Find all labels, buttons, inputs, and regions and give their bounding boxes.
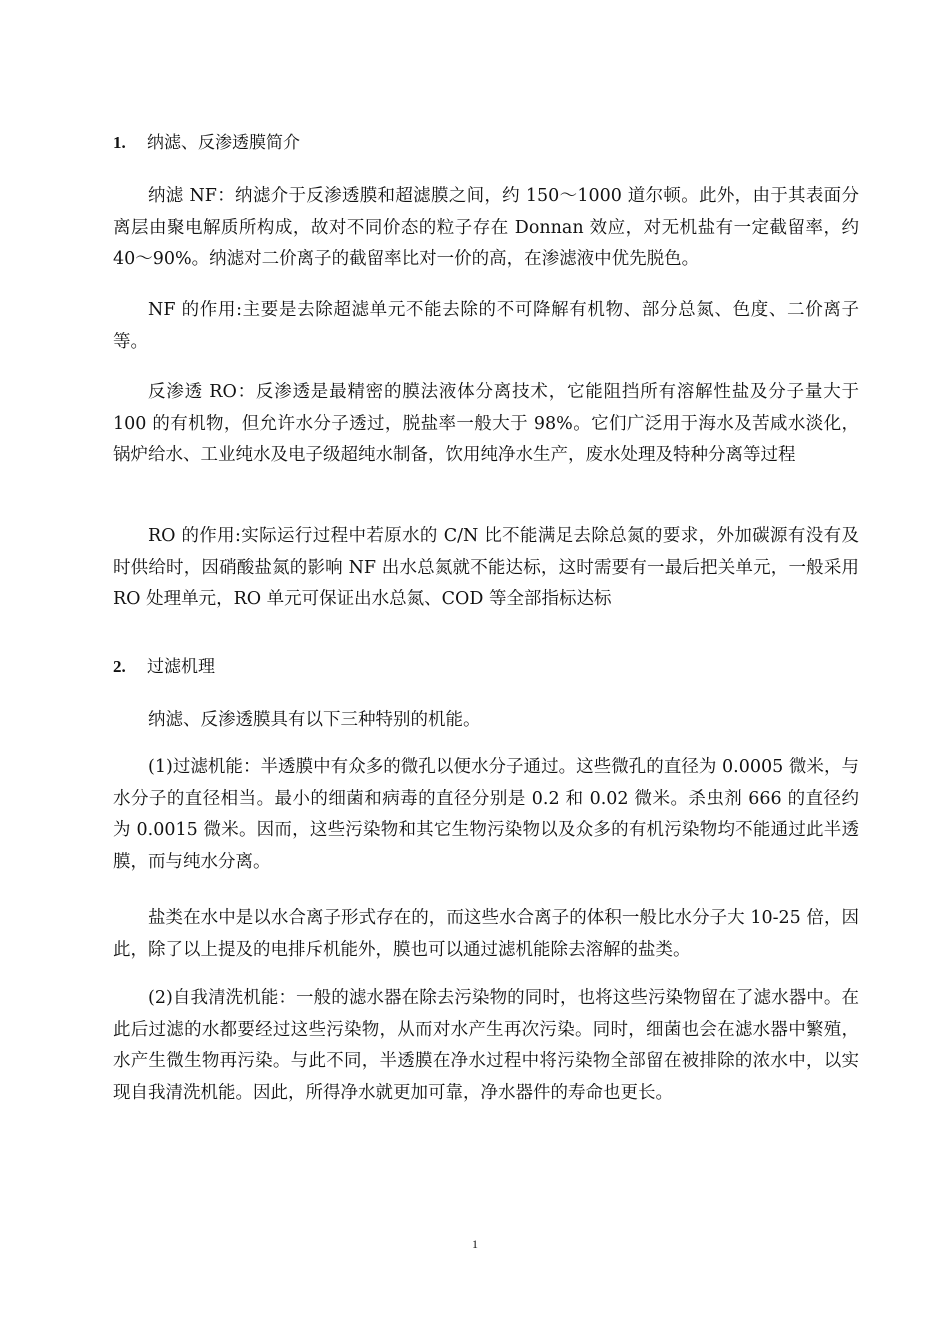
paragraph-ro-intro: 反渗透 RO：反渗透是最精密的膜法液体分离技术，它能阻挡所有溶解性盐及分子量大于 100 的有机物，但允许水分子透过，脱盐率一般大于 98%。它们广泛用于海水及苦咸水淡化，锅炉给水、工业纯水及电子级超纯水制备，饮用纯净水生产，废水处理及特种分离等过程 xyxy=(113,382,859,465)
section-title: 过滤机理 xyxy=(147,657,215,677)
section-heading-1 xyxy=(113,133,300,153)
paragraph-nf-role: NF 的作用:主要是去除超滤单元不能去除的不可降解有机物、部分总氮、色度、二价离子等。 xyxy=(113,300,859,352)
paragraph-filtration-function: (1)过滤机能：半透膜中有众多的微孔以便水分子通过。这些微孔的直径为 0.0005 微米，与水分子的直径相当。最小的细菌和病毒的直径分别是 0.2 和 0.02 微米。杀虫剂 666 的直径约为 0.0015 微米。因而，这些污染物和其它生物污染物以及众多的有机污染物均不能通过此半透膜，而与纯水分离。 xyxy=(113,757,859,872)
section-number: 1. xyxy=(113,133,126,152)
paragraph-self-cleaning: (2)自我清洗机能：一般的滤水器在除去污染物的同时，也将这些污染物留在了滤水器中。在此后过滤的水都要经过这些污染物，从而对水产生再次污染。同时，细菌也会在滤水器中繁殖，水产生微生物再污染。与此不同，半透膜在净水过程中将污染物全部留在被排除的浓水中，以实现自我清洗机能。因此，所得净水就更加可靠，净水器件的寿命也更长。 xyxy=(113,988,859,1103)
paragraph-salt-removal: 盐类在水中是以水合离子形式存在的，而这些水合离子的体积一般比水分子大 10-25 倍，因此，除了以上提及的电排斥机能外，膜也可以通过滤机能除去溶解的盐类。 xyxy=(113,908,859,960)
section-title: 纳滤、反渗透膜简介 xyxy=(147,133,300,153)
section-number: 2. xyxy=(113,657,126,676)
paragraph-ro-role: RO 的作用:实际运行过程中若原水的 C/N 比不能满足去除总氮的要求，外加碳源有没有及时供给时，因硝酸盐氮的影响 NF 出水总氮就不能达标，这时需要有一最后把关单元，一般采用 RO 处理单元，RO 单元可保证出水总氮、COD 等全部指标达标 xyxy=(113,526,859,609)
paragraph-nf-intro: 纳滤 NF：纳滤介于反渗透膜和超滤膜之间，约 150～1000 道尔顿。此外，由于其表面分离层由聚电解质所构成，故对不同价态的粒子存在 Donnan 效应，对无机盐有一定截留率，约 40～90%。纳滤对二价离子的截留率比对一价的高，在渗滤液中优先脱色。 xyxy=(113,186,859,269)
paragraph-mechanisms-intro: 纳滤、反渗透膜具有以下三种特别的机能。 xyxy=(148,710,481,730)
section-heading-2 xyxy=(113,657,215,677)
page-number: 1 xyxy=(472,1237,478,1251)
